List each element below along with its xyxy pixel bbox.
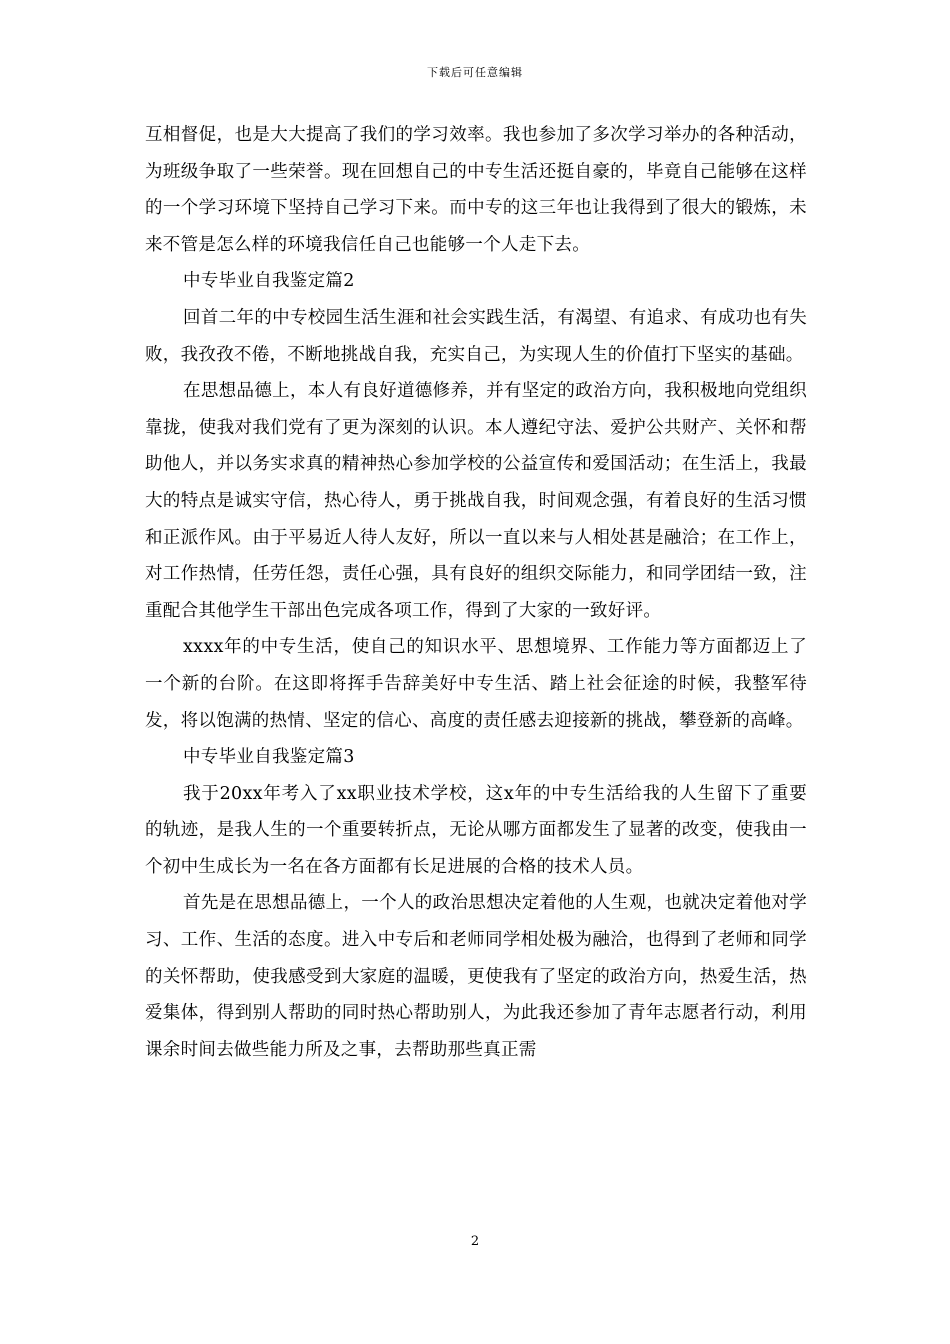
section-heading-2: 中专毕业自我鉴定篇2 <box>183 271 355 292</box>
paragraph-ideology: 首先是在思想品德上，一个人的政治思想决定着他的人生观，也就决定着他对学习、工作、生活的态度。进入中专后和老师同学相处极为融洽，也得到了老师和同学的关怀帮助，使我感受到大家庭的温暖，更使我有了坚定的政治方向，热爱生活，热爱集体，得到别人帮助的同时热心帮助别人，为此我还参加了青年志愿者行动，利用课余时间去做些能力所及之事，去帮助那些真正需 <box>145 893 807 1060</box>
paragraph-review: 回首二年的中专校园生活生涯和社会实践生活，有渴望、有追求、有成功也有失败，我孜孜不倦，不断地挑战自我，充实自己，为实现人生的价值打下坚实的基础。 <box>145 307 807 365</box>
paragraph-summary: xxxx年的中专生活，使自己的知识水平、思想境界、工作能力等方面都迈上了一个新的台阶。在这即将挥手告辞美好中专生活、踏上社会征途的时候，我整军待发，将以饱满的热情、坚定的信心、高度的责任感去迎接新的挑战，攀登新的高峰。 <box>145 637 807 731</box>
paragraph-enrollment: 我于20xx年考入了xx职业技术学校，这x年的中专生活给我的人生留下了重要的轨迹，是我人生的一个重要转折点，无论从哪方面都发生了显著的改变，使我由一个初中生成长为一名在各方面都有长足进展的合格的技术人员。 <box>145 783 807 877</box>
paragraph-continuation: 互相督促，也是大大提高了我们的学习效率。我也参加了多次学习举办的各种活动，为班级争取了一些荣誉。现在回想自己的中专生活还挺自豪的，毕竟自己能够在这样的一个学习环境下坚持自己学习下来。而中专的这三年也让我得到了很大的锻炼，未来不管是怎么样的环境我信任自己也能够一个人走下去。 <box>145 125 807 255</box>
paragraph-moral-character: 在思想品德上，本人有良好道德修养，并有坚定的政治方向，我积极地向党组织靠拢，使我对我们党有了更为深刻的认识。本人遵纪守法、爱护公共财产、关怀和帮助他人，并以务实求真的精神热心参加学校的公益宣传和爱国活动；在生活上，我最大的特点是诚实守信，热心待人，勇于挑战自我，时间观念强，有着良好的生活习惯和正派作风。由于平易近人待人友好，所以一直以来与人相处甚是融洽；在工作上，对工作热情，任劳任怨，责任心强，具有良好的组织交际能力，和同学团结一致，注重配合其他学生干部出色完成各项工作，得到了大家的一致好评。 <box>145 381 807 621</box>
page-header: 下载后可任意编辑 <box>427 66 523 79</box>
document-body <box>145 117 807 1068</box>
section-heading-3: 中专毕业自我鉴定篇3 <box>183 747 355 768</box>
page-number: 2 <box>470 1234 480 1249</box>
